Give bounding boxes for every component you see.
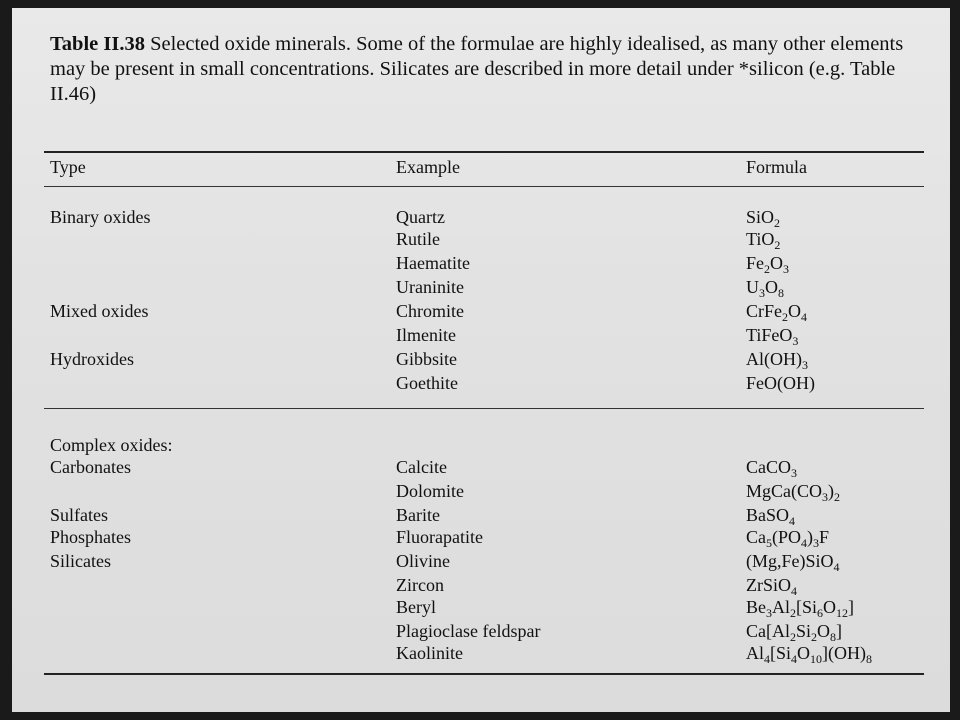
row-type: Mixed oxides (50, 301, 149, 321)
row-type: Phosphates (50, 527, 131, 547)
formula-subscript: 4 (801, 536, 808, 550)
header-type: Type (50, 157, 86, 177)
row-type: Hydroxides (50, 349, 134, 369)
row-example: Calcite (396, 457, 447, 477)
formula-subscript: 12 (836, 606, 849, 620)
table-caption-text: Selected oxide minerals. Some of the formulae are highly idealised, as many other elements may be present in small concentrations. Silicates are described in more detail under *silicon (e.g. Table II.46) (50, 33, 904, 105)
formula-part: MgCa(CO (746, 481, 822, 501)
formula-subscript: 4 (791, 652, 798, 666)
formula-subscript: 3 (766, 606, 772, 620)
row-type: Complex oxides: (50, 435, 173, 455)
formula-subscript: 2 (834, 490, 840, 504)
row-example: Goethite (396, 373, 458, 393)
row-formula (746, 551, 840, 574)
formula-part: F (819, 527, 830, 547)
row-type: Carbonates (50, 457, 131, 477)
formula-subscript: 8 (866, 652, 872, 666)
row-example: Quartz (396, 207, 445, 227)
formula-part: BaSO (746, 505, 790, 525)
formula-part: ) (828, 481, 834, 501)
row-example: Zircon (396, 575, 444, 595)
formula-subscript: 4 (833, 560, 840, 574)
formula-part: O (788, 301, 801, 321)
formula-subscript: 6 (817, 606, 824, 620)
formula-part: TiO (746, 229, 775, 249)
book-page (12, 8, 950, 712)
formula-subscript: 8 (778, 286, 784, 300)
formula-part: Al (772, 597, 790, 617)
formula-part: (Mg,Fe)SiO (746, 551, 834, 571)
formula-part: O (823, 597, 837, 617)
row-example: Beryl (396, 597, 436, 617)
top-rule (44, 151, 924, 153)
row-formula (746, 505, 796, 528)
formula-part: Al(OH) (746, 349, 802, 369)
row-example: Ilmenite (396, 325, 456, 345)
formula-part: Be (746, 597, 766, 617)
formula-part: ) (807, 527, 814, 547)
formula-part: O (797, 643, 811, 663)
formula-part: U (746, 277, 759, 297)
row-formula (746, 481, 840, 504)
header-rule (44, 186, 924, 187)
formula-part: SiO (746, 207, 775, 227)
formula-subscript: 4 (791, 584, 797, 598)
row-formula (746, 597, 855, 620)
formula-subscript: 2 (782, 310, 788, 324)
row-formula (746, 301, 807, 324)
row-formula (746, 643, 872, 666)
formula-part: ] (848, 597, 855, 617)
row-formula (746, 349, 808, 372)
formula-subscript: 2 (790, 606, 796, 620)
row-formula (746, 621, 843, 644)
formula-part: TiFeO (746, 325, 793, 345)
row-example: Kaolinite (396, 643, 463, 663)
row-formula (746, 253, 789, 276)
formula-subscript: 2 (774, 238, 781, 252)
formula-part: Si (796, 621, 812, 641)
formula-subscript: 3 (822, 490, 828, 504)
formula-subscript: 3 (792, 334, 799, 348)
row-example: Chromite (396, 301, 464, 321)
row-example: Fluorapatite (396, 527, 483, 547)
formula-subscript: 8 (830, 630, 837, 644)
formula-subscript: 2 (790, 630, 796, 644)
row-example: Gibbsite (396, 349, 457, 369)
row-example: Barite (396, 505, 440, 525)
row-formula (746, 325, 799, 348)
row-type: Sulfates (50, 505, 108, 525)
header-formula: Formula (746, 157, 807, 177)
row-formula (746, 373, 815, 393)
section-rule (44, 408, 924, 409)
row-example: Plagioclase feldspar (396, 621, 541, 641)
row-formula (746, 207, 781, 230)
formula-subscript: 10 (810, 652, 823, 666)
formula-part: [Si (796, 597, 818, 617)
row-example: Uraninite (396, 277, 464, 297)
formula-subscript: 4 (789, 514, 796, 528)
formula-part: ](OH) (822, 643, 866, 663)
formula-part: Fe (746, 253, 764, 273)
row-formula (746, 229, 781, 252)
formula-subscript: 3 (783, 262, 789, 276)
formula-subscript: 3 (759, 286, 765, 300)
row-formula (746, 575, 797, 598)
formula-part: [Si (770, 643, 792, 663)
formula-subscript: 2 (774, 216, 781, 230)
formula-part: Al (746, 643, 764, 663)
row-type: Silicates (50, 551, 111, 571)
formula-part: ZrSiO (746, 575, 791, 595)
formula-subscript: 3 (791, 466, 797, 480)
row-formula (746, 457, 797, 480)
formula-subscript: 2 (811, 630, 818, 644)
formula-part: CrFe (746, 301, 782, 321)
formula-subscript: 4 (764, 652, 770, 666)
formula-subscript: 3 (813, 536, 820, 550)
table-label: Table II.38 (50, 33, 145, 55)
formula-part: O (765, 277, 778, 297)
bottom-rule (44, 673, 924, 675)
formula-subscript: 3 (802, 358, 808, 372)
row-example: Rutile (396, 229, 440, 249)
header-example: Example (396, 157, 460, 177)
formula-part: O (817, 621, 831, 641)
formula-part: (PO (772, 527, 802, 547)
table-caption (50, 32, 930, 107)
row-formula (746, 527, 830, 550)
row-example: Dolomite (396, 481, 464, 501)
row-type: Binary oxides (50, 207, 151, 227)
row-formula (746, 277, 784, 300)
formula-part: ] (836, 621, 843, 641)
formula-subscript: 5 (766, 536, 772, 550)
formula-part: CaCO (746, 457, 791, 477)
formula-part: Ca[Al (746, 621, 790, 641)
row-example: Haematite (396, 253, 470, 273)
formula-part: Ca (746, 527, 766, 547)
formula-subscript: 2 (764, 262, 770, 276)
formula-subscript: 4 (801, 310, 807, 324)
formula-part: FeO(OH) (746, 373, 815, 393)
formula-part: O (770, 253, 783, 273)
row-example: Olivine (396, 551, 450, 571)
